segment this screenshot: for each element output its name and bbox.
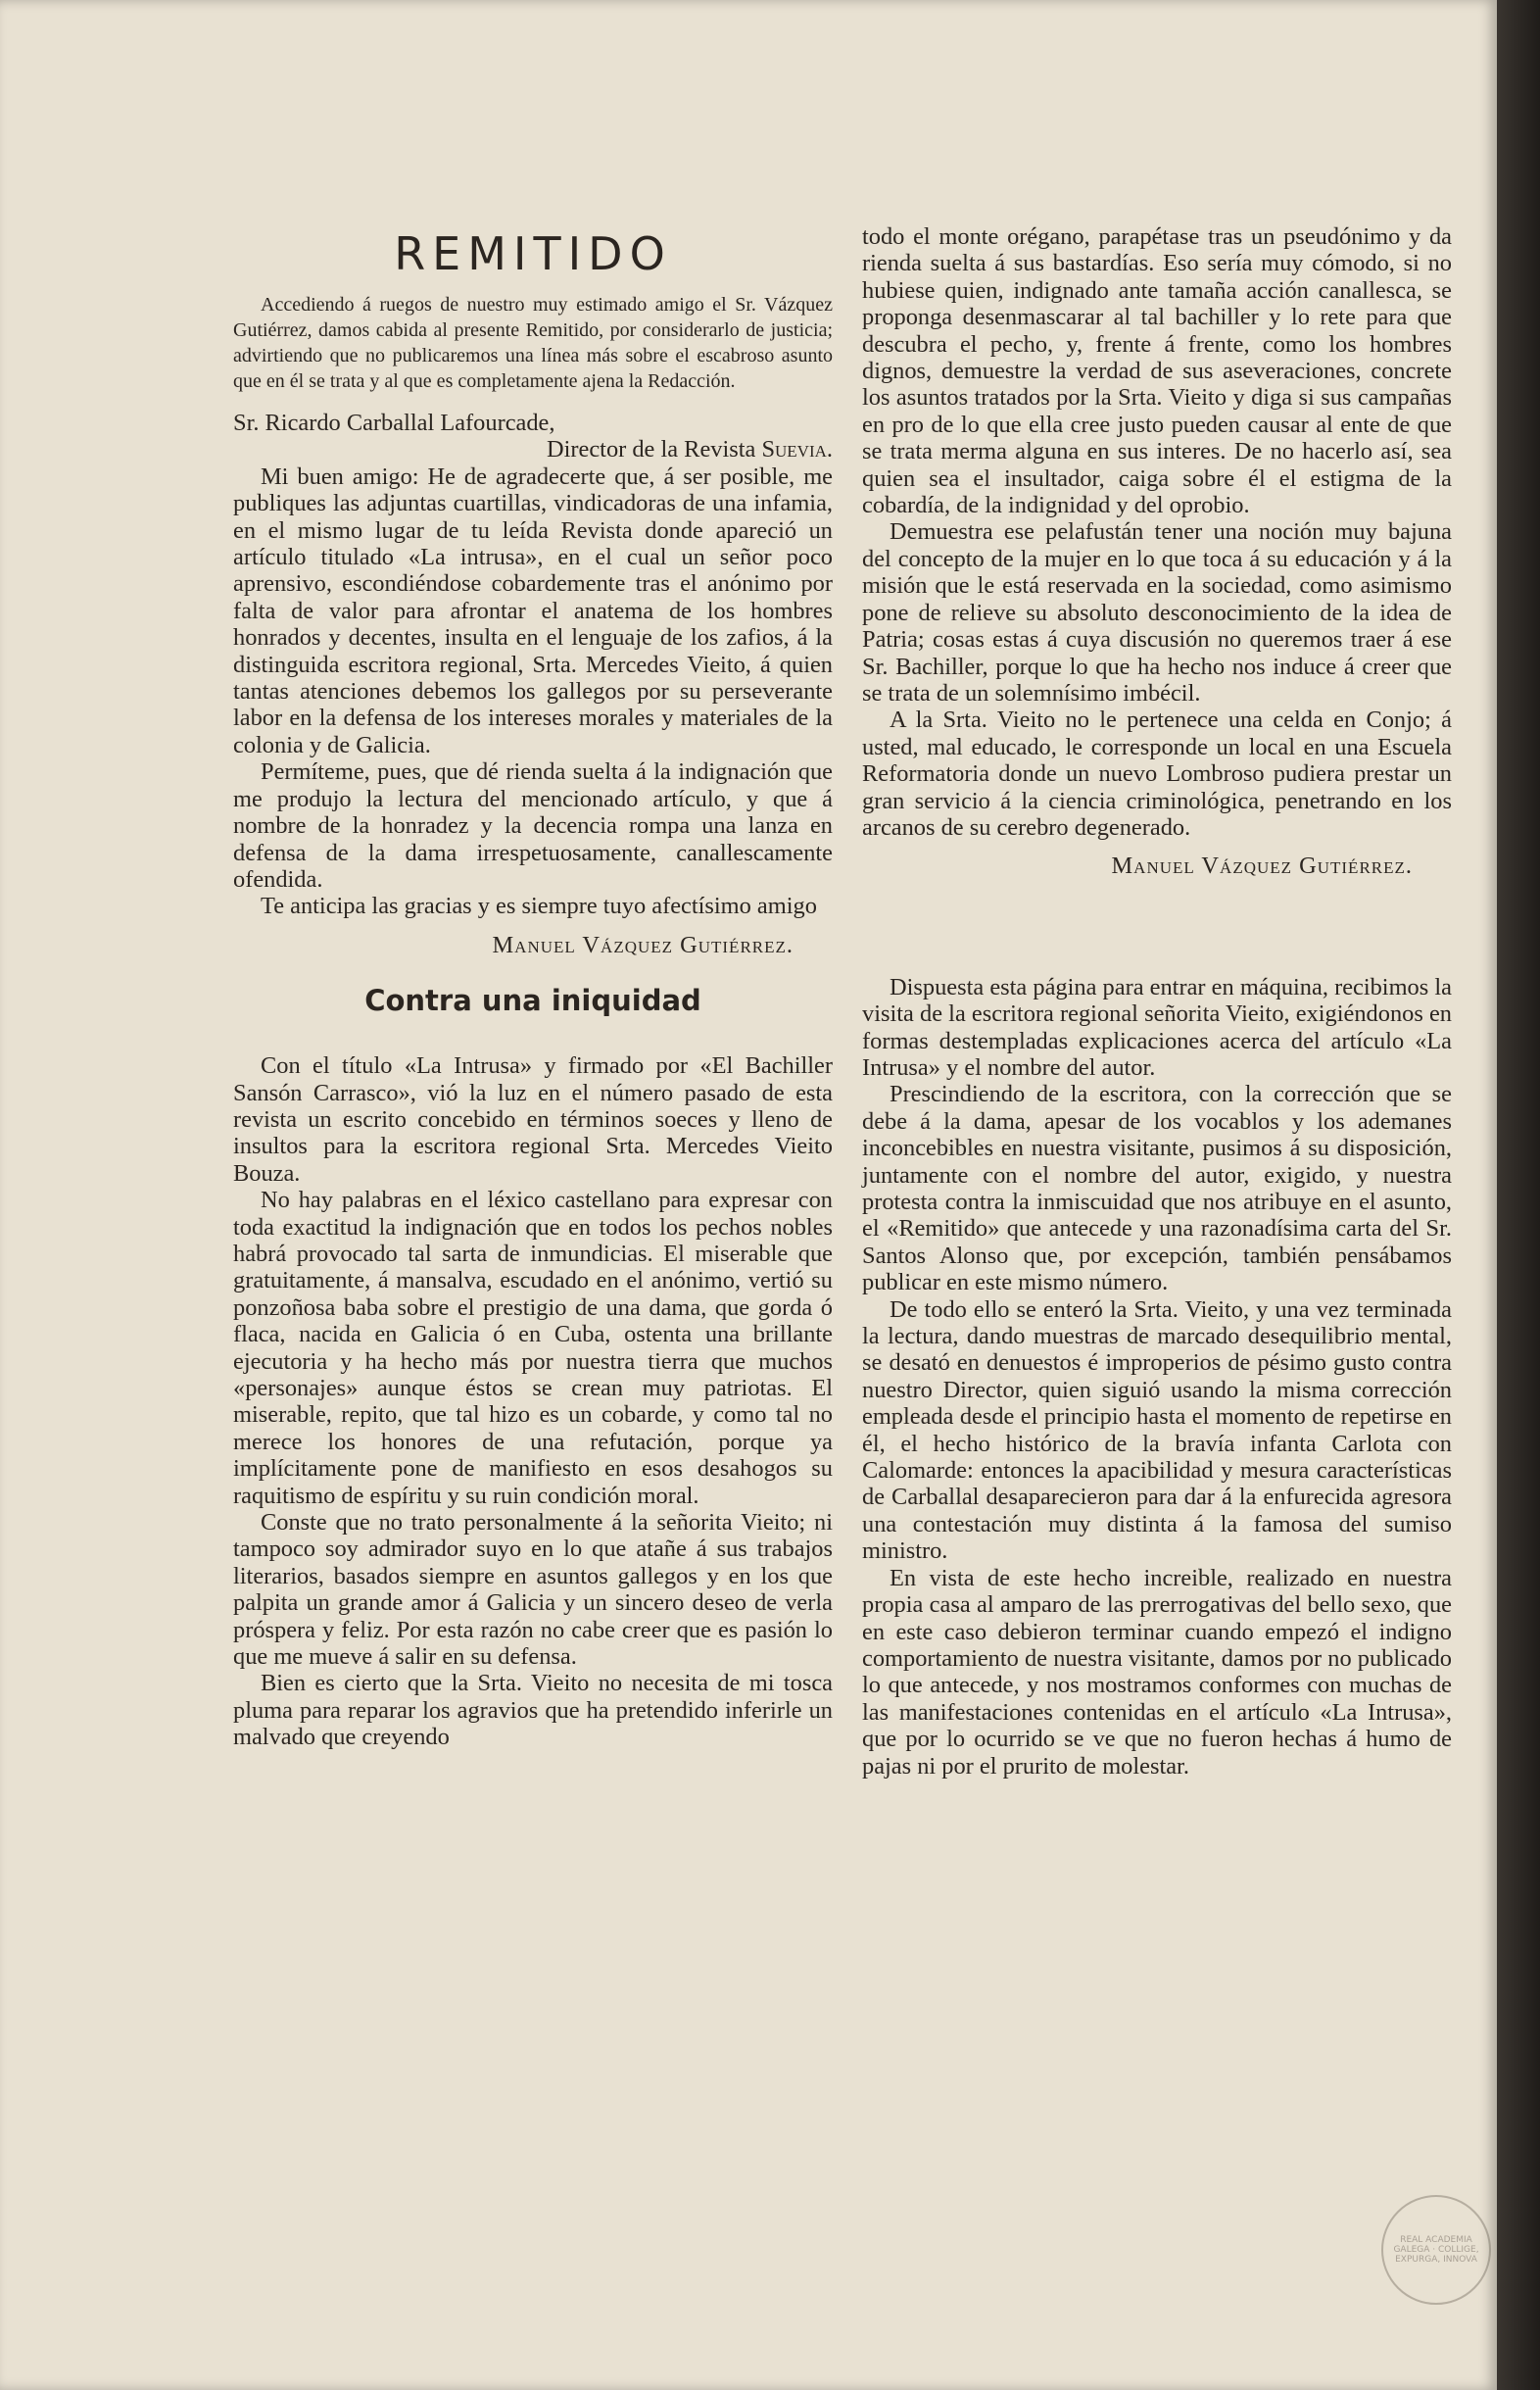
- letter-addressee-title: [233, 436, 833, 463]
- editorial-paragraph: En vista de este hecho increible, realizado en nuestra propia casa al amparo de las prerrogativas del bello sexo, que en este caso debieron terminar cuando empezó el indigno comportamiento de nuestra visitante, damos por no publicado lo que antecede, y nos mostramos conformes con muchas de las manifestaciones contenidas en el artículo «La Intrusa», que por lo ocurrido se ve que no fueron hechas á humo de pajas ni por el prurito de molestar.: [862, 1564, 1452, 1780]
- article-signature: Manuel Vázquez Gutiérrez.: [1111, 853, 1413, 880]
- letter-paragraph: Te anticipa las gracias y es siempre tuyo afectísimo amigo: [261, 893, 817, 920]
- library-stamp: [1381, 2195, 1491, 2305]
- letter-salutation: Sr. Ricardo Carballal Lafourcade,: [233, 410, 555, 436]
- body-paragraph: Bien es cierto que la Srta. Vieito no necesita de mi tosca pluma para reparar los agravios que ha pretendido inferirle un malvado que creyendo: [233, 1670, 833, 1751]
- director-prefix: Director de la Revista: [547, 436, 756, 463]
- right-column: [862, 223, 1452, 1780]
- spacer: [862, 905, 1452, 974]
- letter-paragraph: Mi buen amigo: He de agradecerte que, á ser posible, me publiques las adjuntas cuartillas, vindicadoras de una infamia, en el mismo lugar de tu leída Revista donde apareció un artículo titulado «La intrusa», en el cual un señor poco aprensivo, escondiéndose cobardemente tras el anónimo por falta de valor para afrontar el anatema de los hombres honrados y decentes, insulta en el lenguaje de los zafios, á la distinguida escritora regional, Srta. Mercedes Vieito, á quien tantas atenciones debemos los gallegos por su perseverante labor en la defensa de los intereses morales y materiales de la colonia y de Galicia.: [233, 463, 833, 758]
- letter-paragraph: Permíteme, pues, que dé rienda suelta á la indignación que me produjo la lectura del mencionado artículo, y que á nombre de la honradez y la decencia rompa una lanza en defensa de la dama irrespetuosamente, canallescamente ofendida.: [233, 758, 833, 893]
- left-column: [233, 225, 833, 1751]
- section-subtitle: Contra una iniquidad: [364, 984, 701, 1018]
- editorial-intro: Accediendo á ruegos de nuestro muy estimado amigo el Sr. Vázquez Gutiérrez, damos cabida al presente Remitido, por considerarlo de justicia; advirtiendo que no publicaremos una línea más sobre el escabroso asunto que en él se trata y al que es completamente ajena la Redacción.: [233, 294, 833, 392]
- body-paragraph: Demuestra ese pelafustán tener una noción muy bajuna del concepto de la mujer en lo que toca á su educación y á la misión que le está reservada en la sociedad, como asimismo pone de relieve su absoluto desconocimiento de la idea de Patria; cosas estas á cuya discusión no queremos traer á ese Sr. Bachiller, porque lo que ha hecho nos induce á creer que se trata de un solemnísimo imbécil.: [862, 518, 1452, 707]
- editorial-paragraph: Dispuesta esta página para entrar en máquina, recibimos la visita de la escritora regional señorita Vieito, exigiéndonos en formas destempladas explicaciones acerca del artículo «La Intrusa» y el nombre del autor.: [862, 973, 1452, 1081]
- article-title: REMITIDO: [394, 227, 672, 280]
- editorial-paragraph: Prescindiendo de la escritora, con la corrección que se debe á la dama, apesar de los vocablos y los ademanes inconcebibles en nuestra visitante, pusimos á su disposición, juntamente con el nombre del autor, exigido, y nuestra protesta contra la inmiscuidad que nos atribuye en el asunto, el «Remitido» que antecede y una razonadísima carta del Sr. Santos Alonso que, por excepción, también pensábamos publicar en este mismo número.: [862, 1081, 1452, 1296]
- body-paragraph: Conste que no trato personalmente á la señorita Vieito; ni tampoco soy admirador suyo en lo que atañe á sus trabajos literarios, basados siempre en asuntos gallegos y en los que palpita un grande amor á Galicia y un sincero deseo de verla próspera y feliz. Por esta razón no cabe creer que es pasión lo que me mueve á salir en su defensa.: [233, 1509, 833, 1671]
- body-paragraph: todo el monte orégano, parapétase tras un pseudónimo y da rienda suelta á sus bastardías. Eso sería muy cómodo, si no hubiese quien, indignado ante tamaña acción canallesca, se proponga desenmascarar al tal bachiller y lo rete para que descubra el pecho, y, frente á frente, como los hombres dignos, demuestre la verdad de sus aseveraciones, concrete los asuntos tratados por la Srta. Vieito y diga si sus campañas en pro de lo que ella cree justo pueden causar al ente de que se trata merma alguna en sus interes. De no hacerlo así, sea quien sea el insultador, caiga sobre él el estigma de la cobardía, de la indignidad y del oprobio.: [862, 223, 1452, 519]
- letter-signature: Manuel Vázquez Gutiérrez.: [492, 931, 794, 958]
- body-paragraph: Con el título «La Intrusa» y firmado por «El Bachiller Sansón Carrasco», vió la luz en el número pasado de esta revista un escrito concebido en términos soeces y lleno de insultos para la escritora regional Srta. Mercedes Vieito Bouza.: [233, 1052, 833, 1187]
- editorial-paragraph: De todo ello se enteró la Srta. Vieito, y una vez terminada la lectura, dando muestras de marcado desequilibrio mental, se desató en denuestos é improperios de pésimo gusto contra nuestro Director, quien siguió usando la misma corrección empleada desde el principio hasta el momento de repetirse en él, el hecho histórico de la bravía infanta Carlota con Calomarde: entonces la apacibilidad y mesura características de Carballal desaparecieron para dar á la enfurecida agresora una contestación muy distinta á la famosa del sumiso ministro.: [862, 1295, 1452, 1565]
- stamp-text: REAL ACADEMIA GALEGA · COLLIGE, EXPURGA, INNOVA: [1393, 2235, 1479, 2265]
- body-paragraph: A la Srta. Vieito no le pertenece una celda en Conjo; á usted, mal educado, le corresponde un local en una Escuela Reformatoria donde un nuevo Lombroso pudiera prestar un gran servicio á la ciencia criminológica, penetrando en los arcanos de su cerebro degenerado.: [862, 707, 1452, 841]
- magazine-name: Suevia.: [761, 436, 833, 463]
- body-paragraph: No hay palabras en el léxico castellano para expresar con toda exactitud la indignación que en todos los pechos nobles habrá provocado tal sarta de inmundicias. El miserable que gratuitamente, á mansalva, escudado en el anónimo, vertió su ponzoñosa baba sobre el prestigio de una dama, que gorda ó flaca, nacida en Galicia ó en Cuba, ostenta una brillante ejecutoria y ha hecho más por nuestra tierra que muchos «personajes» aunque éstos se crean muy patriotas. El miserable, repito, que tal hizo es un cobarde, y como tal no merece los honores de una refutación, porque ya implícitamente pone de manifiesto en esos desahogos su raquitismo de espíritu y su ruin condición moral.: [233, 1187, 833, 1509]
- book-edge: [1497, 0, 1540, 2390]
